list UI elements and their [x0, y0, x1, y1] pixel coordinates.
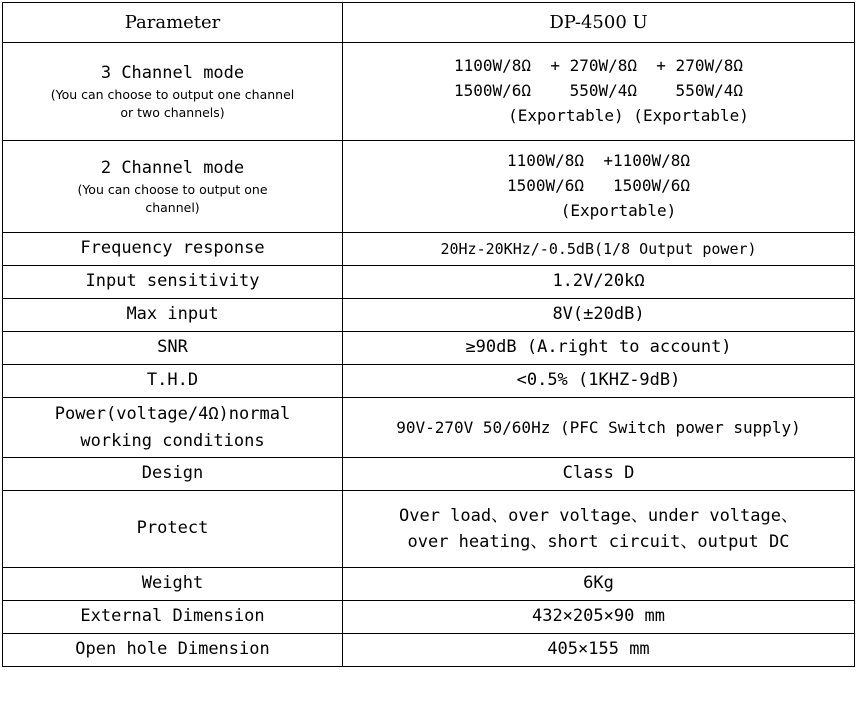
table-row [3, 43, 855, 141]
value-cell: 20Hz-20KHz/-0.5dB(1/8 Output power) [343, 233, 855, 266]
param-cell: T.H.D [3, 365, 343, 398]
value-line: 1100W/8Ω +1100W/8Ω [506, 151, 691, 171]
value-cell: ≥90dB (A.right to account) [343, 332, 855, 365]
table-row [3, 601, 855, 634]
param-cell: External Dimension [3, 601, 343, 634]
value-line: 1500W/6Ω 550W/4Ω 550W/4Ω [454, 81, 743, 101]
value-cell: 6Kg [343, 568, 855, 601]
value-cell: Class D [343, 458, 855, 491]
value-cell: 90V-270V 50/60Hz (PFC Switch power supply) [343, 398, 855, 458]
param-cell: Max input [3, 299, 343, 332]
value-line: (Exportable) [560, 200, 677, 220]
table-row [3, 299, 855, 332]
value-cell: 8V(±20dB) [343, 299, 855, 332]
value-line: 1500W/6Ω 1500W/6Ω [506, 176, 691, 196]
table-row [3, 398, 855, 458]
header-row [3, 3, 855, 43]
param-cell: Design [3, 458, 343, 491]
value-cell [343, 43, 855, 141]
param-note: channel) [145, 199, 200, 215]
param-cell: Open hole Dimension [3, 634, 343, 667]
param-note: or two channels) [120, 104, 225, 120]
param-cell: Protect [3, 491, 343, 568]
value-line: Over load、over voltage、under voltage、 [399, 505, 798, 526]
param-label: 3 Channel mode [100, 63, 245, 84]
value-cell: 405×155 mm [343, 634, 855, 667]
table-row [3, 634, 855, 667]
param-note: (You can choose to output one [77, 181, 268, 197]
value-line: (Exportable) (Exportable) [508, 105, 749, 125]
param-label: Power(voltage/4Ω)normal [54, 404, 291, 425]
table-row [3, 365, 855, 398]
table-row [3, 568, 855, 601]
value-cell: <0.5% (1KHZ-9dB) [343, 365, 855, 398]
value-line: 1100W/8Ω + 270W/8Ω + 270W/8Ω [454, 56, 743, 76]
param-label: working conditions [80, 430, 265, 451]
value-line: over heating、short circuit、output DC [407, 532, 790, 552]
table-row [3, 491, 855, 568]
table-row [3, 266, 855, 299]
table-row [3, 332, 855, 365]
param-note: (You can choose to output one channel [50, 86, 295, 102]
param-cell: Frequency response [3, 233, 343, 266]
param-cell: Input sensitivity [3, 266, 343, 299]
table-row [3, 233, 855, 266]
param-cell: Weight [3, 568, 343, 601]
value-cell [343, 141, 855, 233]
param-cell: SNR [3, 332, 343, 365]
header-parameter: Parameter [3, 3, 343, 43]
value-cell [343, 491, 855, 568]
table-row [3, 141, 855, 233]
param-cell [3, 43, 343, 141]
param-cell [3, 398, 343, 458]
spec-table [2, 2, 855, 667]
value-cell: 1.2V/20kΩ [343, 266, 855, 299]
param-label: 2 Channel mode [100, 158, 245, 179]
header-model: DP-4500 U [343, 3, 855, 43]
table-row [3, 458, 855, 491]
value-cell: 432×205×90 mm [343, 601, 855, 634]
param-cell [3, 141, 343, 233]
